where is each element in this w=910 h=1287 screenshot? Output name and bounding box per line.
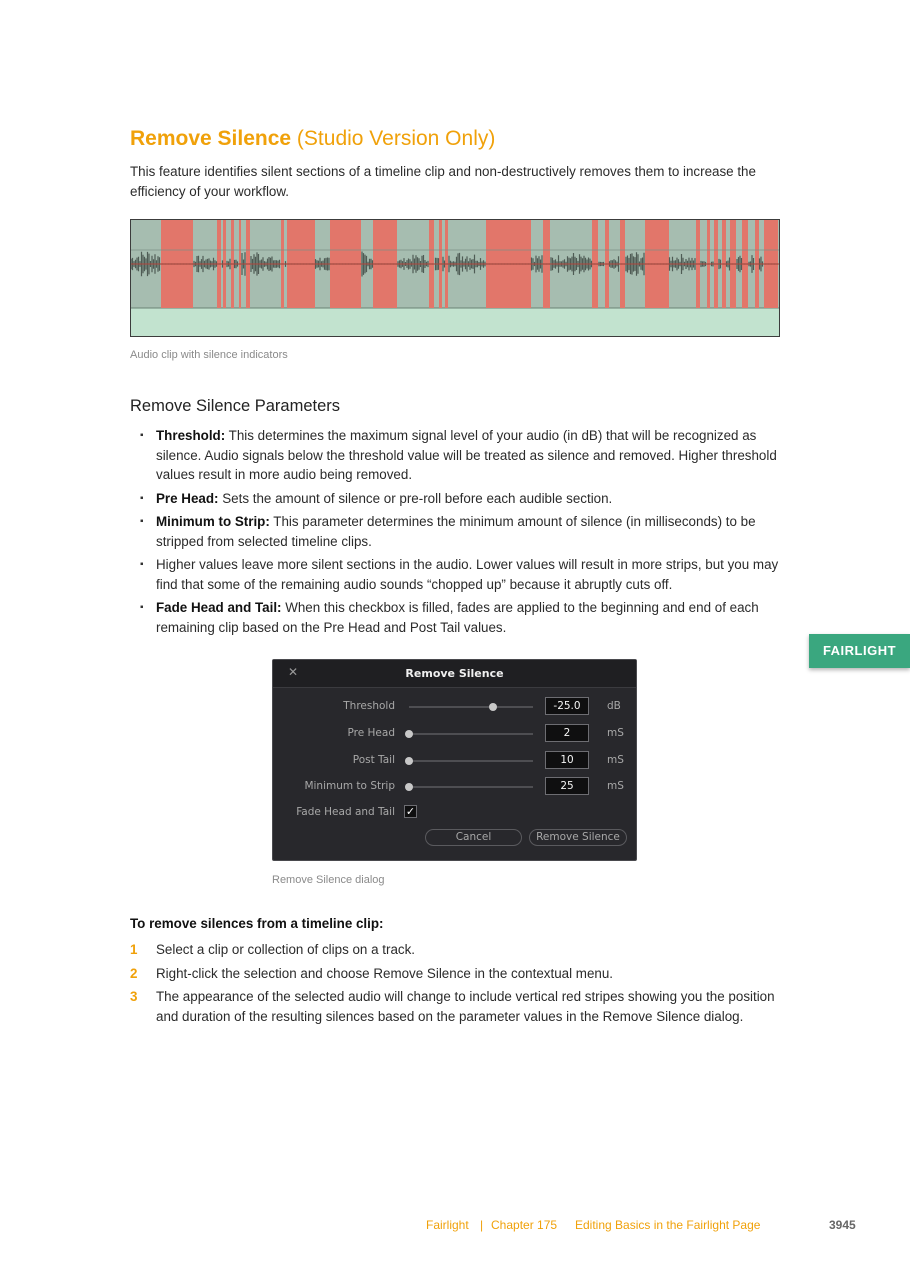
post-tail-row [273,751,636,771]
step-text: Select a clip or collection of clips on a track. [156,942,416,957]
description: This parameter determines the minimum amount of silence (in milliseconds) to be stripped from selected timeline clips. [156,514,756,549]
footer-separator: | [480,1218,484,1232]
post-tail-label: Post Tail [352,754,395,766]
page-number: 3945 [829,1218,856,1232]
cancel-button[interactable]: Cancel [425,829,522,846]
parameter-list [140,426,790,641]
list-item [140,598,790,637]
minimum-to-strip-label: Minimum to Strip [304,780,395,792]
description: When this checkbox is filled, fades are applied to the beginning and end of each remaining clip based on the Pre Head and Post Tail values. [156,600,759,635]
dialog-caption: Remove Silence dialog [272,874,385,886]
step-text: The appearance of the selected audio will change to include vertical red stripes showing you the position and duration of the resulting silences based on the parameter values in the Remove Silence dialog. [156,989,775,1024]
post-tail-unit: mS [607,754,624,766]
threshold-input[interactable]: -25.0 [545,697,589,715]
pre-head-label: Pre Head [347,727,395,739]
figure-caption: Audio clip with silence indicators [130,349,288,361]
slider-handle[interactable] [489,703,497,711]
fade-head-tail-checkbox[interactable]: ✓ [405,805,416,818]
procedure-title: To remove silences from a timeline clip: [130,916,384,931]
list-item [130,964,790,984]
audio-clip-figure [130,219,780,337]
slider-handle[interactable] [405,730,413,738]
clip-name-bar [131,308,779,336]
footer-chapter-title: Editing Basics in the Fairlight Page [575,1218,761,1232]
intro-paragraph: This feature identifies silent sections of a timeline clip and non-destructively removes them to increase the efficiency of your workflow. [130,164,756,199]
step-text: Right-click the selection and choose Remove Silence in the contextual menu. [156,965,614,981]
remove-silence-dialog [272,659,637,861]
list-item [140,555,790,594]
procedure-steps [130,940,790,1030]
slider-handle[interactable] [405,757,413,765]
footer-chapter: Chapter 175 [491,1218,558,1232]
fairlight-side-tab[interactable]: FAIRLIGHT [809,634,910,668]
threshold-unit: dB [607,700,621,712]
term: Minimum to Strip: [156,514,270,529]
post-tail-slider[interactable] [409,760,533,762]
close-icon[interactable]: ✕ [288,665,299,679]
dialog-title: Remove Silence [405,667,504,680]
threshold-label: Threshold [343,700,395,712]
pre-head-row [273,724,636,744]
list-item [140,426,790,485]
step-number: 2 [130,965,138,981]
description: This determines the maximum signal level of your audio (in dB) that will be recognized as silence. Audio signals below the threshold value will be treated as silence and removed. Higher threshold values result in more audio being removed. [156,428,777,482]
term: Threshold: [156,428,226,443]
description: Higher values leave more silent sections in the audio. Lower values will result in more strips, but you may find that some of the remaining audio sounds “chopped up” because it abruptly cuts off. [156,557,779,592]
title-suffix: (Studio Version Only) [291,127,496,150]
term: Pre Head: [156,490,219,506]
minimum-to-strip-slider[interactable] [409,786,533,788]
footer-section: Fairlight [426,1218,469,1232]
post-tail-input[interactable]: 10 [545,751,589,769]
pre-head-slider[interactable] [409,733,533,735]
pre-head-input[interactable]: 2 [545,724,589,742]
dialog-header [273,660,636,688]
list-item [130,987,790,1026]
threshold-slider[interactable] [409,706,533,708]
list-item [140,489,790,509]
list-item [130,940,790,960]
audio-clip-waveform [131,220,779,336]
page-title [130,127,495,151]
description: Sets the amount of silence or pre-roll before each audible section. [218,490,613,506]
title-bold: Remove Silence [130,127,292,150]
step-number: 3 [130,989,138,1004]
list-item [140,512,790,551]
minimum-to-strip-unit: mS [607,780,624,792]
step-number: 1 [130,942,138,957]
section-heading: Remove Silence Parameters [130,397,341,415]
pre-head-unit: mS [607,727,624,739]
term: Fade Head and Tail: [156,600,282,615]
fade-head-tail-row [273,803,636,823]
slider-handle[interactable] [405,783,413,791]
fade-head-tail-label: Fade Head and Tail [296,806,395,818]
minimum-to-strip-row [273,777,636,797]
threshold-row [273,697,636,717]
minimum-to-strip-input[interactable]: 25 [545,777,589,795]
remove-silence-button[interactable]: Remove Silence [529,829,627,846]
